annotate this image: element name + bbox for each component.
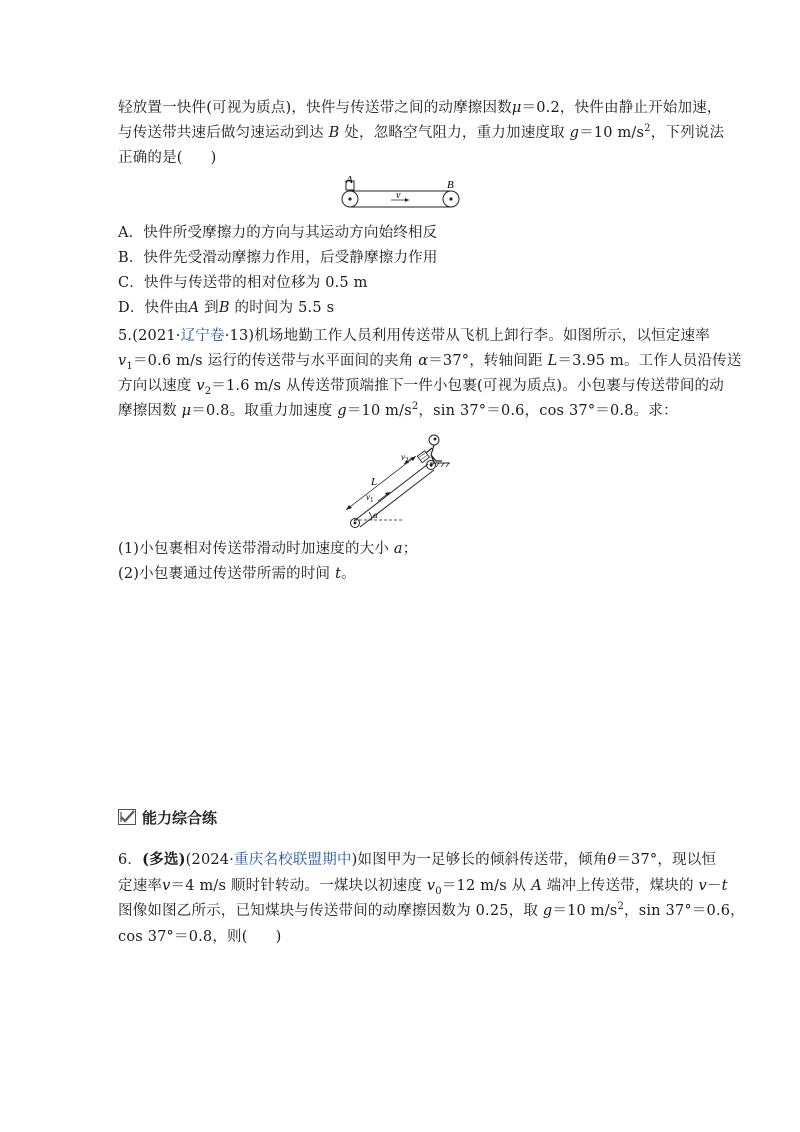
q4-option-b: B．快件先受滑动摩擦力作用，后受静摩擦力作用	[118, 250, 438, 266]
q6-line-3: 图像如图乙所示，已知煤块与传送带间的动摩擦因数为 0.25，取 g＝10 $m/s^2$，sin 37°＝0.6，	[118, 901, 745, 919]
q5-part-2: (2)小包裹通过传送带所需的时间 t。	[118, 566, 356, 582]
conveyor-horizontal-figure	[336, 174, 464, 214]
q4-line-1: 轻放置一快件(可视为质点)，快件与传送带之间的动摩擦因数μ＝0.2，快件由静止开始加速，	[118, 100, 722, 116]
label-l: L	[371, 476, 378, 488]
q4-option-c: C．快件与传送带的相对位移为 0.5 m	[118, 275, 368, 291]
q5-line-4: 摩擦因数 μ＝0.8。取重力加速度 g＝10 $m/s^2$，sin 37°＝0.6，cos 37°＝0.8。求：	[118, 401, 678, 419]
label-v: v	[396, 190, 401, 201]
section-header	[118, 806, 217, 828]
worker-body	[426, 445, 442, 462]
q6-line-1: 6．(多选)(2024·重庆名校联盟期中)如图甲为一足够长的倾斜传送带，倾角θ＝37°，现以恒	[118, 851, 717, 868]
q4-line-2: 与传送带共速后做匀速运动到达 B 处，忽略空气阻力，重力加速度取 g＝10 $m/s^2$，下列说法	[118, 123, 725, 141]
q6-line-4: cos 37°＝0.8，则( )	[118, 929, 282, 945]
conveyor-inclined-figure	[330, 428, 470, 532]
q6-source-tag: 重庆名校联盟期中	[234, 852, 352, 868]
length-dimension-line	[346, 456, 416, 510]
q4-line-3: 正确的是( )	[118, 150, 217, 166]
label-a: A	[346, 174, 353, 186]
checkmark-icon	[118, 809, 136, 825]
q5-part-1: (1)小包裹相对传送带滑动时加速度的大小 a；	[118, 541, 418, 557]
label-b: B	[447, 179, 454, 191]
q6-multi-select-tag: (多选)	[142, 851, 186, 868]
q5-line-3: 方向以速度 $v_2=1.6$ m/s 从传送带顶端推下一件小包裹(可视为质点)。小包裹与传送带间的动	[118, 378, 724, 397]
q6-line-2: 定速率v＝4 m/s 顺时针转动。一煤块以初速度 $v_0=12$ m/s 从 A 端冲上传送带，煤块的 v－t	[118, 878, 728, 897]
q5-line-1: 5.(2021·辽宁卷·13)机场地勤工作人员利用传送带从飞机上卸行李。如图所示，以恒定速率	[118, 328, 710, 344]
label-v1: $v_1$	[366, 492, 374, 504]
label-alpha: α	[373, 510, 378, 520]
parcel	[417, 451, 429, 463]
label-v2: $v_2$	[401, 452, 409, 464]
q4-option-a: A．快件所受摩擦力的方向与其运动方向始终相反	[118, 225, 438, 241]
q5-line-2: $v_1=0.6$ m/s 运行的传送带与水平面间的夹角 α＝37°，转轴间距 L＝3.95 m。工作人员沿传送	[118, 353, 742, 372]
section-title: 能力综合练	[142, 808, 218, 827]
q5-source-tag: 辽宁卷	[180, 328, 225, 344]
q4-option-d: D．快件由A 到B 的时间为 5.5 s	[118, 300, 335, 316]
